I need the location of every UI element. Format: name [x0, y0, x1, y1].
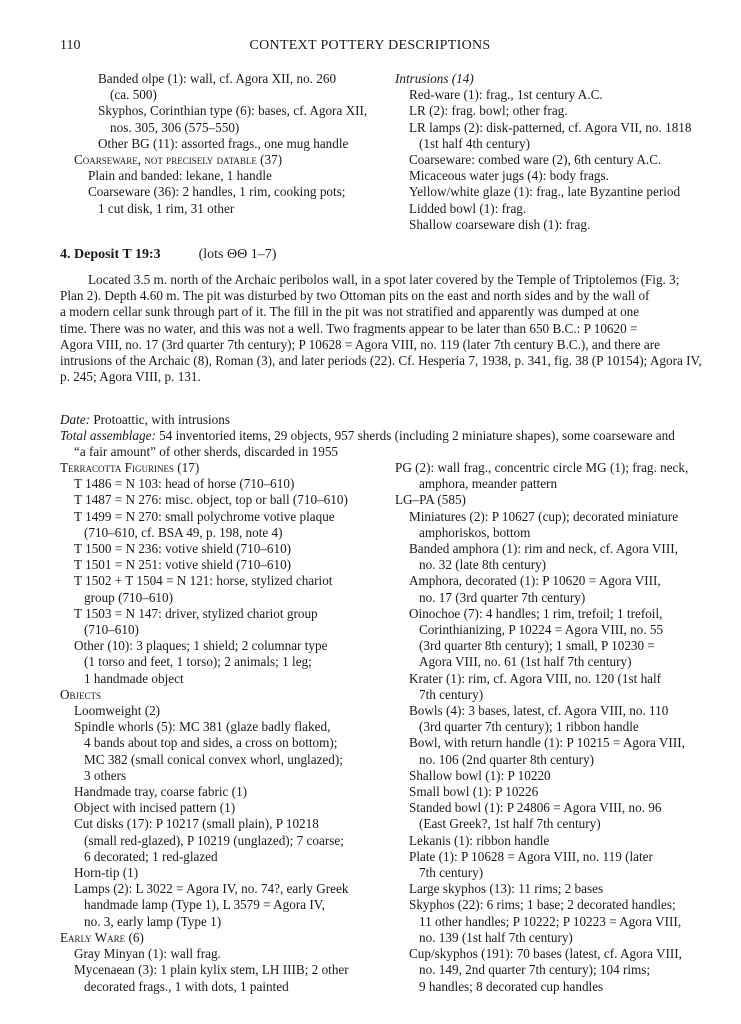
date-line [60, 412, 680, 428]
bottom-right-column [395, 460, 695, 995]
list-line: Plate (1): P 10628 = Agora VIII, no. 119 (later [409, 848, 653, 864]
list-line: amphoriskos, bottom [419, 524, 531, 540]
list-line: Yellow/white glaze (1): frag., late Byzantine period [409, 184, 681, 200]
list-line: 1 handmade object [84, 670, 184, 686]
list-line: Banded amphora (1): rim and neck, cf. Agora VIII, [409, 541, 678, 557]
deposit-title: 4. Deposit T 19:3 [60, 247, 161, 262]
list-line: 6 decorated; 1 red-glazed [84, 848, 218, 864]
list-line: Amphora, decorated (1): P 10620 = Agora VIII, [409, 573, 661, 589]
list-line: Gray Minyan (1): wall frag. [74, 946, 221, 962]
list-line: Krater (1): rim, cf. Agora VIII, no. 120 (1st half [409, 670, 662, 686]
deposit-lots: (lots ΘΘ 1–7) [198, 247, 277, 262]
list-line: Skyphos, Corinthian type (6): bases, cf. Agora XII, [98, 103, 368, 119]
list-line: Corinthianizing, P 10224 = Agora VIII, no. 55 [419, 622, 664, 638]
total-value: 54 inventoried items, 29 objects, 957 sherds (including 2 miniature shapes), some coarseware and [159, 428, 675, 444]
list-line: no. 149, 2nd quarter 7th century); 104 rims; [419, 962, 651, 978]
list-line: Plain and banded: lekane, 1 handle [88, 168, 272, 184]
list-line: Lekanis (1): ribbon handle [409, 832, 550, 848]
list-line: Coarseware (36): 2 handles, 1 rim, cooking pots; [88, 184, 346, 200]
list-line: Object with incised pattern (1) [74, 800, 236, 816]
list-line: (1 torso and feet, 1 torso); 2 animals; 1 leg; [84, 654, 312, 670]
list-line: Cup/skyphos (191): 70 bases (latest, cf. Agora VIII, [409, 946, 682, 962]
total-label: Total assemblage: [60, 428, 156, 444]
list-line: Other (10): 3 plaques; 1 shield; 2 columnar type [74, 638, 328, 654]
bottom-left-column [60, 460, 380, 995]
deposit-meta [60, 412, 680, 461]
paragraph-line: intrusions of the Archaic (8), Roman (3), and later periods (22). Cf. Hesperia 7, 1938, p. 341, fig. 38 (P 10154); Agora IV, [60, 353, 702, 369]
list-line: 9 handles; 8 decorated cup handles [419, 978, 604, 994]
list-line: Skyphos (22): 6 rims; 1 base; 2 decorated handles; [409, 897, 676, 913]
list-line: (East Greek?, 1st half 7th century) [419, 816, 601, 832]
total-line-cont: “a fair amount” of other sherds, discarded in 1955 [74, 444, 339, 460]
list-line: Mycenaean (3): 1 plain kylix stem, LH IIIB; 2 other [74, 962, 349, 978]
list-line: 11 other handles; P 10222; P 10223 = Agora VIII, [419, 913, 682, 929]
list-line: Bowl, with return handle (1): P 10215 = Agora VIII, [409, 735, 685, 751]
list-line: Lamps (2): L 3022 = Agora IV, no. 74?, early Greek [74, 881, 349, 897]
list-line: Objects [60, 686, 102, 702]
list-line: Other BG (11): assorted frags., one mug handle [98, 135, 349, 151]
list-line: 1 cut disk, 1 rim, 31 other [98, 200, 235, 216]
page-header [60, 38, 680, 56]
list-line: Small bowl (1): P 10226 [409, 784, 539, 800]
top-left-column [74, 71, 374, 217]
list-line: Handmade tray, coarse fabric (1) [74, 784, 248, 800]
list-line: Banded olpe (1): wall, cf. Agora XII, no. 260 [98, 71, 337, 86]
list-line: 7th century) [419, 865, 484, 881]
paragraph-line: time. There was no water, and this was not a well. Two fragments appear to be later than 650 B.C.: P 10620 = [60, 320, 638, 336]
list-line: Terracotta Figurines (17) [60, 460, 200, 475]
list-line: T 1501 = N 251: votive shield (710–610) [74, 557, 292, 573]
total-line [60, 428, 680, 444]
deposit-description [60, 272, 702, 385]
deposit-heading [60, 247, 276, 263]
top-right-column [395, 71, 695, 233]
paragraph-line: a modern cellar sunk through part of it. The fill in the pit was not stratified and apparently was dumped at one [60, 304, 640, 320]
list-line: Bowls (4): 3 bases, latest, cf. Agora VIII, no. 110 [409, 703, 669, 719]
list-line: Standed bowl (1): P 24806 = Agora VIII, no. 96 [409, 800, 662, 816]
list-line: LG–PA (585) [395, 492, 466, 508]
list-line: (710–610) [84, 622, 139, 638]
list-line: Large skyphos (13): 11 rims; 2 bases [409, 881, 604, 897]
list-line: 7th century) [419, 686, 484, 702]
list-line: decorated frags., 1 with dots, 1 painted [84, 978, 289, 994]
list-line: group (710–610) [84, 589, 174, 605]
list-line: Oinochoe (7): 4 handles; 1 rim, trefoil; 1 trefoil, [409, 605, 663, 621]
list-line: Early Ware (6) [60, 929, 144, 945]
date-label: Date: [60, 412, 91, 427]
list-line: handmade lamp (Type 1), L 3579 = Agora IV, [84, 897, 325, 913]
list-line: (710–610, cf. BSA 49, p. 198, note 4) [84, 524, 283, 540]
list-line: MC 382 (small conical convex whorl, unglazed); [84, 751, 343, 767]
page-number: 110 [60, 38, 81, 53]
date-value: Protoattic, with intrusions [93, 412, 230, 427]
paragraph-line: p. 245; Agora VIII, p. 131. [60, 369, 201, 385]
list-line: 3 others [84, 767, 127, 783]
list-line: no. 3, early lamp (Type 1) [84, 913, 222, 929]
list-line: Red-ware (1): frag., 1st century A.C. [409, 87, 603, 103]
list-line: (small red-glazed), P 10219 (unglazed); 7 coarse; [84, 832, 344, 848]
list-line: Coarseware, not precisely datable (37) [74, 152, 283, 168]
paragraph-line: Agora VIII, no. 17 (3rd quarter 7th century); P 10628 = Agora VIII, no. 119 (later 7th century B.C.), and there are [60, 336, 660, 352]
list-line: no. 106 (2nd quarter 8th century) [419, 751, 595, 767]
list-line: (3rd quarter 8th century); 1 small, P 10230 = [419, 638, 655, 654]
list-line: Lidded bowl (1): frag. [409, 200, 527, 216]
list-line: no. 139 (1st half 7th century) [419, 929, 573, 945]
running-head: CONTEXT POTTERY DESCRIPTIONS [249, 38, 491, 53]
list-line: Intrusions (14) [395, 71, 474, 86]
list-line: T 1500 = N 236: votive shield (710–610) [74, 541, 292, 557]
list-line: T 1499 = N 270: small polychrome votive plaque [74, 508, 335, 524]
list-line: T 1486 = N 103: head of horse (710–610) [74, 476, 295, 492]
list-line: T 1487 = N 276: misc. object, top or ball (710–610) [74, 492, 348, 508]
list-line: Micaceous water jugs (4): body frags. [409, 168, 609, 184]
list-line: LR (2): frag. bowl; other frag. [409, 103, 568, 119]
list-line: (ca. 500) [110, 87, 157, 103]
list-line: Horn-tip (1) [74, 865, 139, 881]
list-line: Miniatures (2): P 10627 (cup); decorated miniature [409, 508, 679, 524]
list-line: no. 32 (late 8th century) [419, 557, 547, 573]
list-line: Shallow bowl (1): P 10220 [409, 767, 551, 783]
paragraph-line: Located 3.5 m. north of the Archaic peribolos wall, in a spot later covered by the Temple of Triptolemos (Fig. 3; [88, 272, 680, 287]
list-line: LR lamps (2): disk-patterned, cf. Agora VII, no. 1818 [409, 119, 692, 135]
list-line: nos. 305, 306 (575–550) [110, 119, 240, 135]
list-line: Shallow coarseware dish (1): frag. [409, 216, 591, 232]
list-line: Agora VIII, no. 61 (1st half 7th century) [419, 654, 632, 670]
paragraph-line: Plan 2). Depth 4.60 m. The pit was disturbed by two Ottoman pits on the east and north sides and by the wall of [60, 288, 650, 304]
list-line: Spindle whorls (5): MC 381 (glaze badly flaked, [74, 719, 331, 735]
list-line: Coarseware: combed ware (2), 6th century A.C. [409, 152, 662, 168]
list-line: (3rd quarter 7th century); 1 ribbon handle [419, 719, 639, 735]
list-line: Cut disks (17): P 10217 (small plain), P 10218 [74, 816, 319, 832]
list-line: Loomweight (2) [74, 703, 161, 719]
list-line: PG (2): wall frag., concentric circle MG (1); frag. neck, [395, 460, 689, 475]
list-line: amphora, meander pattern [419, 476, 558, 492]
list-line: (1st half 4th century) [419, 135, 530, 151]
list-line: T 1503 = N 147: driver, stylized chariot group [74, 605, 318, 621]
list-line: no. 17 (3rd quarter 7th century) [419, 589, 586, 605]
list-line: T 1502 + T 1504 = N 121: horse, stylized chariot [74, 573, 333, 589]
list-line: 4 bands about top and sides, a cross on bottom); [84, 735, 338, 751]
